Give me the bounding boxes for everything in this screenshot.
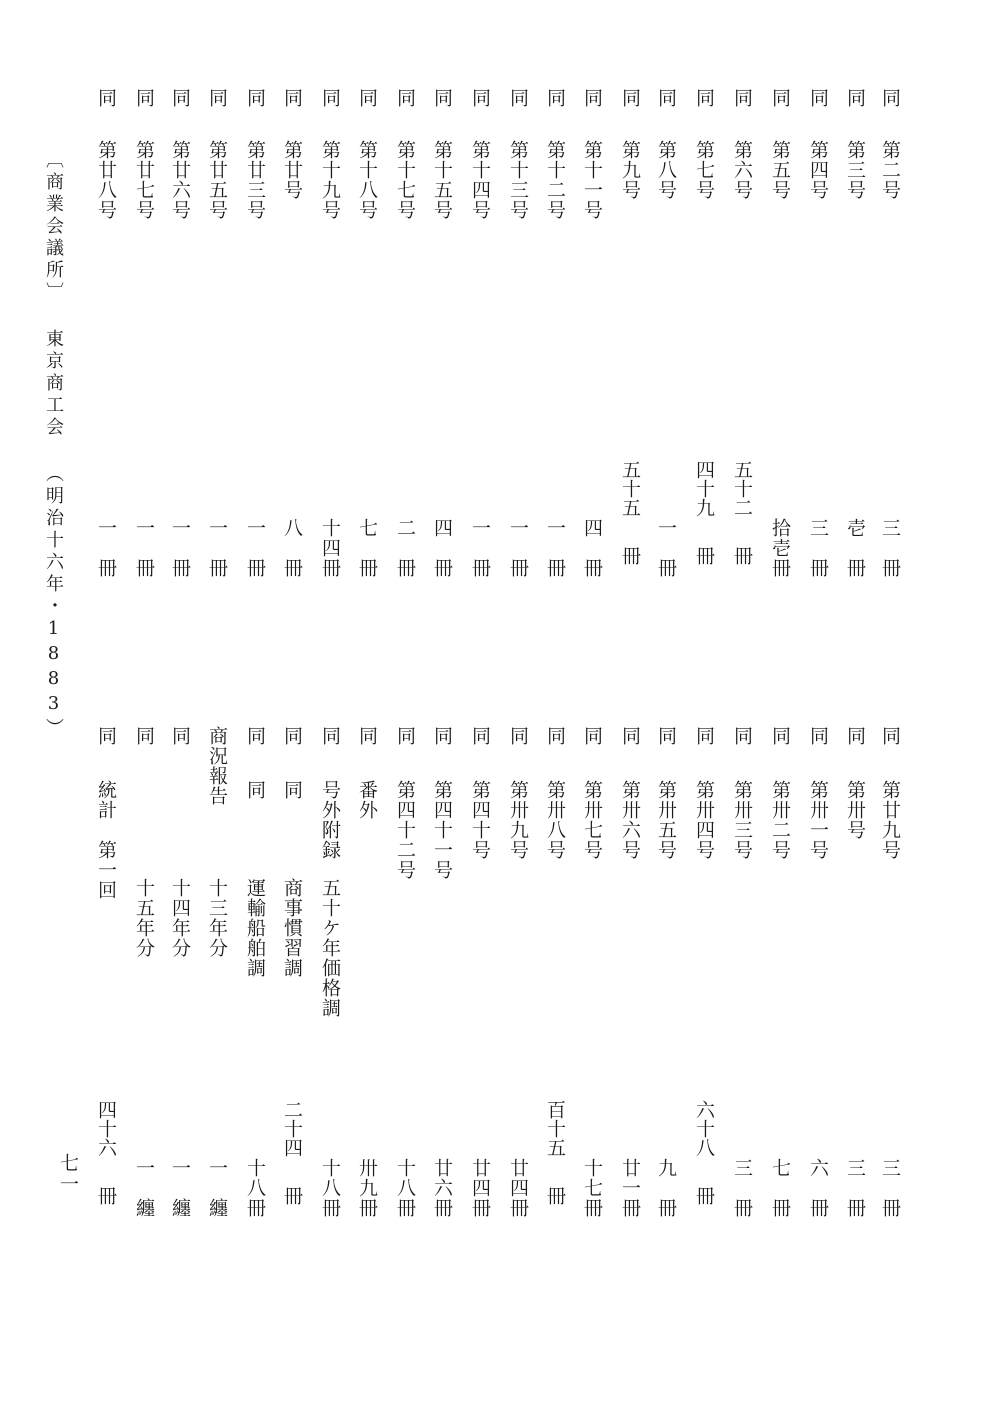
entry-count: 九 冊 — [655, 1158, 677, 1218]
entry-count: 十八冊 — [319, 1158, 341, 1218]
entry-prefix: 同 — [431, 88, 453, 108]
entry-number: 統計 第一回 — [95, 780, 117, 900]
entry-count: 七 冊 — [356, 518, 378, 578]
entry-prefix: 同 — [655, 88, 677, 108]
entry-count: 卅九冊 — [356, 1158, 378, 1218]
entry-count-unit: 冊 — [95, 1186, 117, 1205]
entry-number: 第十四号 — [469, 140, 491, 220]
entry-number: 第六号 — [731, 140, 753, 200]
entry-count: 三 冊 — [879, 1158, 901, 1218]
entry-count: 一 纏 — [206, 1158, 228, 1218]
entry-number: 第廿九号 — [879, 780, 901, 860]
entry-count: 八 冊 — [281, 518, 303, 578]
entry-count: 廿六冊 — [431, 1158, 453, 1218]
entry-number: 第七号 — [693, 140, 715, 200]
entry-number: 第卅二号 — [769, 780, 791, 860]
entry-count: 一 冊 — [206, 518, 228, 578]
entry-count: 一 冊 — [544, 518, 566, 578]
entry-count: 十四冊 — [319, 518, 341, 578]
entry-count: 三 冊 — [731, 1158, 753, 1218]
entry-count: 六十八 — [693, 1100, 715, 1157]
entry-count-unit: 冊 — [619, 546, 641, 565]
entry-number: 第廿号 — [281, 140, 303, 200]
entry-count: 十七冊 — [581, 1158, 603, 1218]
entry-prefix: 同 — [281, 88, 303, 108]
entry-prefix: 同 — [619, 726, 641, 746]
entry-count: 廿四冊 — [507, 1158, 529, 1218]
entry-count: 廿一冊 — [619, 1158, 641, 1218]
entry-prefix: 同 — [544, 88, 566, 108]
entry-number: 第四十一号 — [431, 780, 453, 880]
entry-number: 第八号 — [655, 140, 677, 200]
entry-prefix: 同 — [879, 88, 901, 108]
entry-number: 第廿七号 — [133, 140, 155, 220]
entry-number: 第廿八号 — [95, 140, 117, 220]
entry-prefix: 同 — [619, 88, 641, 108]
entry-prefix: 同 — [844, 88, 866, 108]
entry-prefix: 同 — [469, 88, 491, 108]
entry-prefix: 同 — [133, 726, 155, 746]
entry-number: 第五号 — [769, 140, 791, 200]
entry-prefix: 同 — [356, 726, 378, 746]
entry-prefix: 同 — [693, 88, 715, 108]
entry-prefix: 同 — [95, 88, 117, 108]
entry-count-unit: 冊 — [693, 1186, 715, 1205]
entry-note: 五十ケ年価格調 — [319, 878, 341, 1018]
entry-prefix: 同 — [206, 88, 228, 108]
entry-number: 第卅一号 — [807, 780, 829, 860]
entry-prefix: 同 — [356, 88, 378, 108]
entry-count: 四十六 — [95, 1100, 117, 1157]
entry-number: 号外附録 — [319, 780, 341, 860]
entry-prefix: 同 — [507, 726, 529, 746]
entry-count: 一 冊 — [507, 518, 529, 578]
entry-count: 四十九 — [693, 460, 715, 517]
entry-note: 十五年分 — [133, 878, 155, 958]
entry-count: 一 冊 — [133, 518, 155, 578]
entry-count: 四 冊 — [431, 518, 453, 578]
entry-count: 七 冊 — [769, 1158, 791, 1218]
entry-prefix: 同 — [581, 88, 603, 108]
entry-number: 第四十号 — [469, 780, 491, 860]
entry-number: 第十五号 — [431, 140, 453, 220]
entry-count: 一 冊 — [469, 518, 491, 578]
entry-number: 第卅六号 — [619, 780, 641, 860]
entry-count: 一 冊 — [95, 518, 117, 578]
entry-prefix: 同 — [169, 726, 191, 746]
entry-prefix: 同 — [431, 726, 453, 746]
entry-count: 一 纏 — [133, 1158, 155, 1218]
entry-prefix: 同 — [281, 726, 303, 746]
entry-count: 五十五 — [619, 460, 641, 517]
entry-prefix: 同 — [769, 88, 791, 108]
entry-number: 第卅三号 — [731, 780, 753, 860]
entry-prefix: 同 — [133, 88, 155, 108]
entry-number: 第卅五号 — [655, 780, 677, 860]
entry-prefix: 同 — [394, 88, 416, 108]
entry-prefix: 同 — [844, 726, 866, 746]
entry-count: 十八冊 — [244, 1158, 266, 1218]
entry-number: 第十三号 — [507, 140, 529, 220]
entry-prefix: 同 — [319, 726, 341, 746]
entry-count: 壱 冊 — [844, 518, 866, 578]
entry-number: 第卅七号 — [581, 780, 603, 860]
entry-number: 第二号 — [879, 140, 901, 200]
entry-number: 番外 — [356, 780, 378, 820]
entry-note: 商事慣習調 — [281, 878, 303, 978]
entry-number: 第卅八号 — [544, 780, 566, 860]
entry-number: 第十二号 — [544, 140, 566, 220]
entry-count: 廿四冊 — [469, 1158, 491, 1218]
entry-number: 第卅四号 — [693, 780, 715, 860]
entry-count: 二 冊 — [394, 518, 416, 578]
entry-prefix: 同 — [731, 726, 753, 746]
entry-number: 第十一号 — [581, 140, 603, 220]
entry-prefix: 同 — [655, 726, 677, 746]
running-header: 〔商業会議所〕 東京商工会 （明治十六年・1883） — [43, 150, 64, 740]
entry-number: 第卅号 — [844, 780, 866, 840]
entry-number: 第廿六号 — [169, 140, 191, 220]
entry-count: 一 冊 — [655, 518, 677, 578]
entry-prefix: 同 — [693, 726, 715, 746]
entry-number: 第十七号 — [394, 140, 416, 220]
entry-prefix: 同 — [95, 726, 117, 746]
entry-number: 第十九号 — [319, 140, 341, 220]
entry-count-unit: 冊 — [731, 546, 753, 565]
entry-count: 一 纏 — [169, 1158, 191, 1218]
entry-prefix: 同 — [169, 88, 191, 108]
entry-prefix: 同 — [544, 726, 566, 746]
entry-count: 三 冊 — [807, 518, 829, 578]
entry-prefix: 同 — [731, 88, 753, 108]
entry-count: 六 冊 — [807, 1158, 829, 1218]
entry-number: 第四十二号 — [394, 780, 416, 880]
entry-count: 三 冊 — [879, 518, 901, 578]
entry-prefix: 同 — [507, 88, 529, 108]
entry-prefix: 同 — [319, 88, 341, 108]
entry-count-unit: 冊 — [544, 1186, 566, 1205]
entry-note: 十四年分 — [169, 878, 191, 958]
entry-prefix: 同 — [879, 726, 901, 746]
entry-count: 一 冊 — [244, 518, 266, 578]
entry-count: 三 冊 — [844, 1158, 866, 1218]
entry-number: 第卅九号 — [507, 780, 529, 860]
page-number: 七一 — [57, 1153, 79, 1195]
entry-count: 四 冊 — [581, 518, 603, 578]
entry-prefix: 同 — [469, 726, 491, 746]
entry-prefix: 同 — [807, 726, 829, 746]
entry-note: 十三年分 — [206, 878, 228, 958]
entry-prefix: 同 — [244, 88, 266, 108]
entry-prefix: 同 — [769, 726, 791, 746]
entry-number: 同 — [281, 780, 303, 800]
entry-number: 第三号 — [844, 140, 866, 200]
entry-count-unit: 冊 — [281, 1186, 303, 1205]
entry-count: 五十二 — [731, 460, 753, 517]
entry-note: 運輸船舶調 — [244, 878, 266, 978]
entry-prefix: 同 — [244, 726, 266, 746]
entry-count: 拾壱冊 — [769, 518, 791, 578]
entry-count-unit: 冊 — [693, 546, 715, 565]
entry-number: 第廿三号 — [244, 140, 266, 220]
entry-number: 第九号 — [619, 140, 641, 200]
entry-prefix: 同 — [394, 726, 416, 746]
entry-count: 二十四 — [281, 1100, 303, 1157]
entry-prefix: 商況報告 — [206, 726, 228, 806]
entry-count: 十八冊 — [394, 1158, 416, 1218]
entry-prefix: 同 — [581, 726, 603, 746]
entry-count: 百十五 — [544, 1100, 566, 1157]
entry-number: 第四号 — [807, 140, 829, 200]
entry-number: 同 — [244, 780, 266, 800]
entry-number: 第廿五号 — [206, 140, 228, 220]
entry-count: 一 冊 — [169, 518, 191, 578]
entry-number: 第十八号 — [356, 140, 378, 220]
entry-prefix: 同 — [807, 88, 829, 108]
